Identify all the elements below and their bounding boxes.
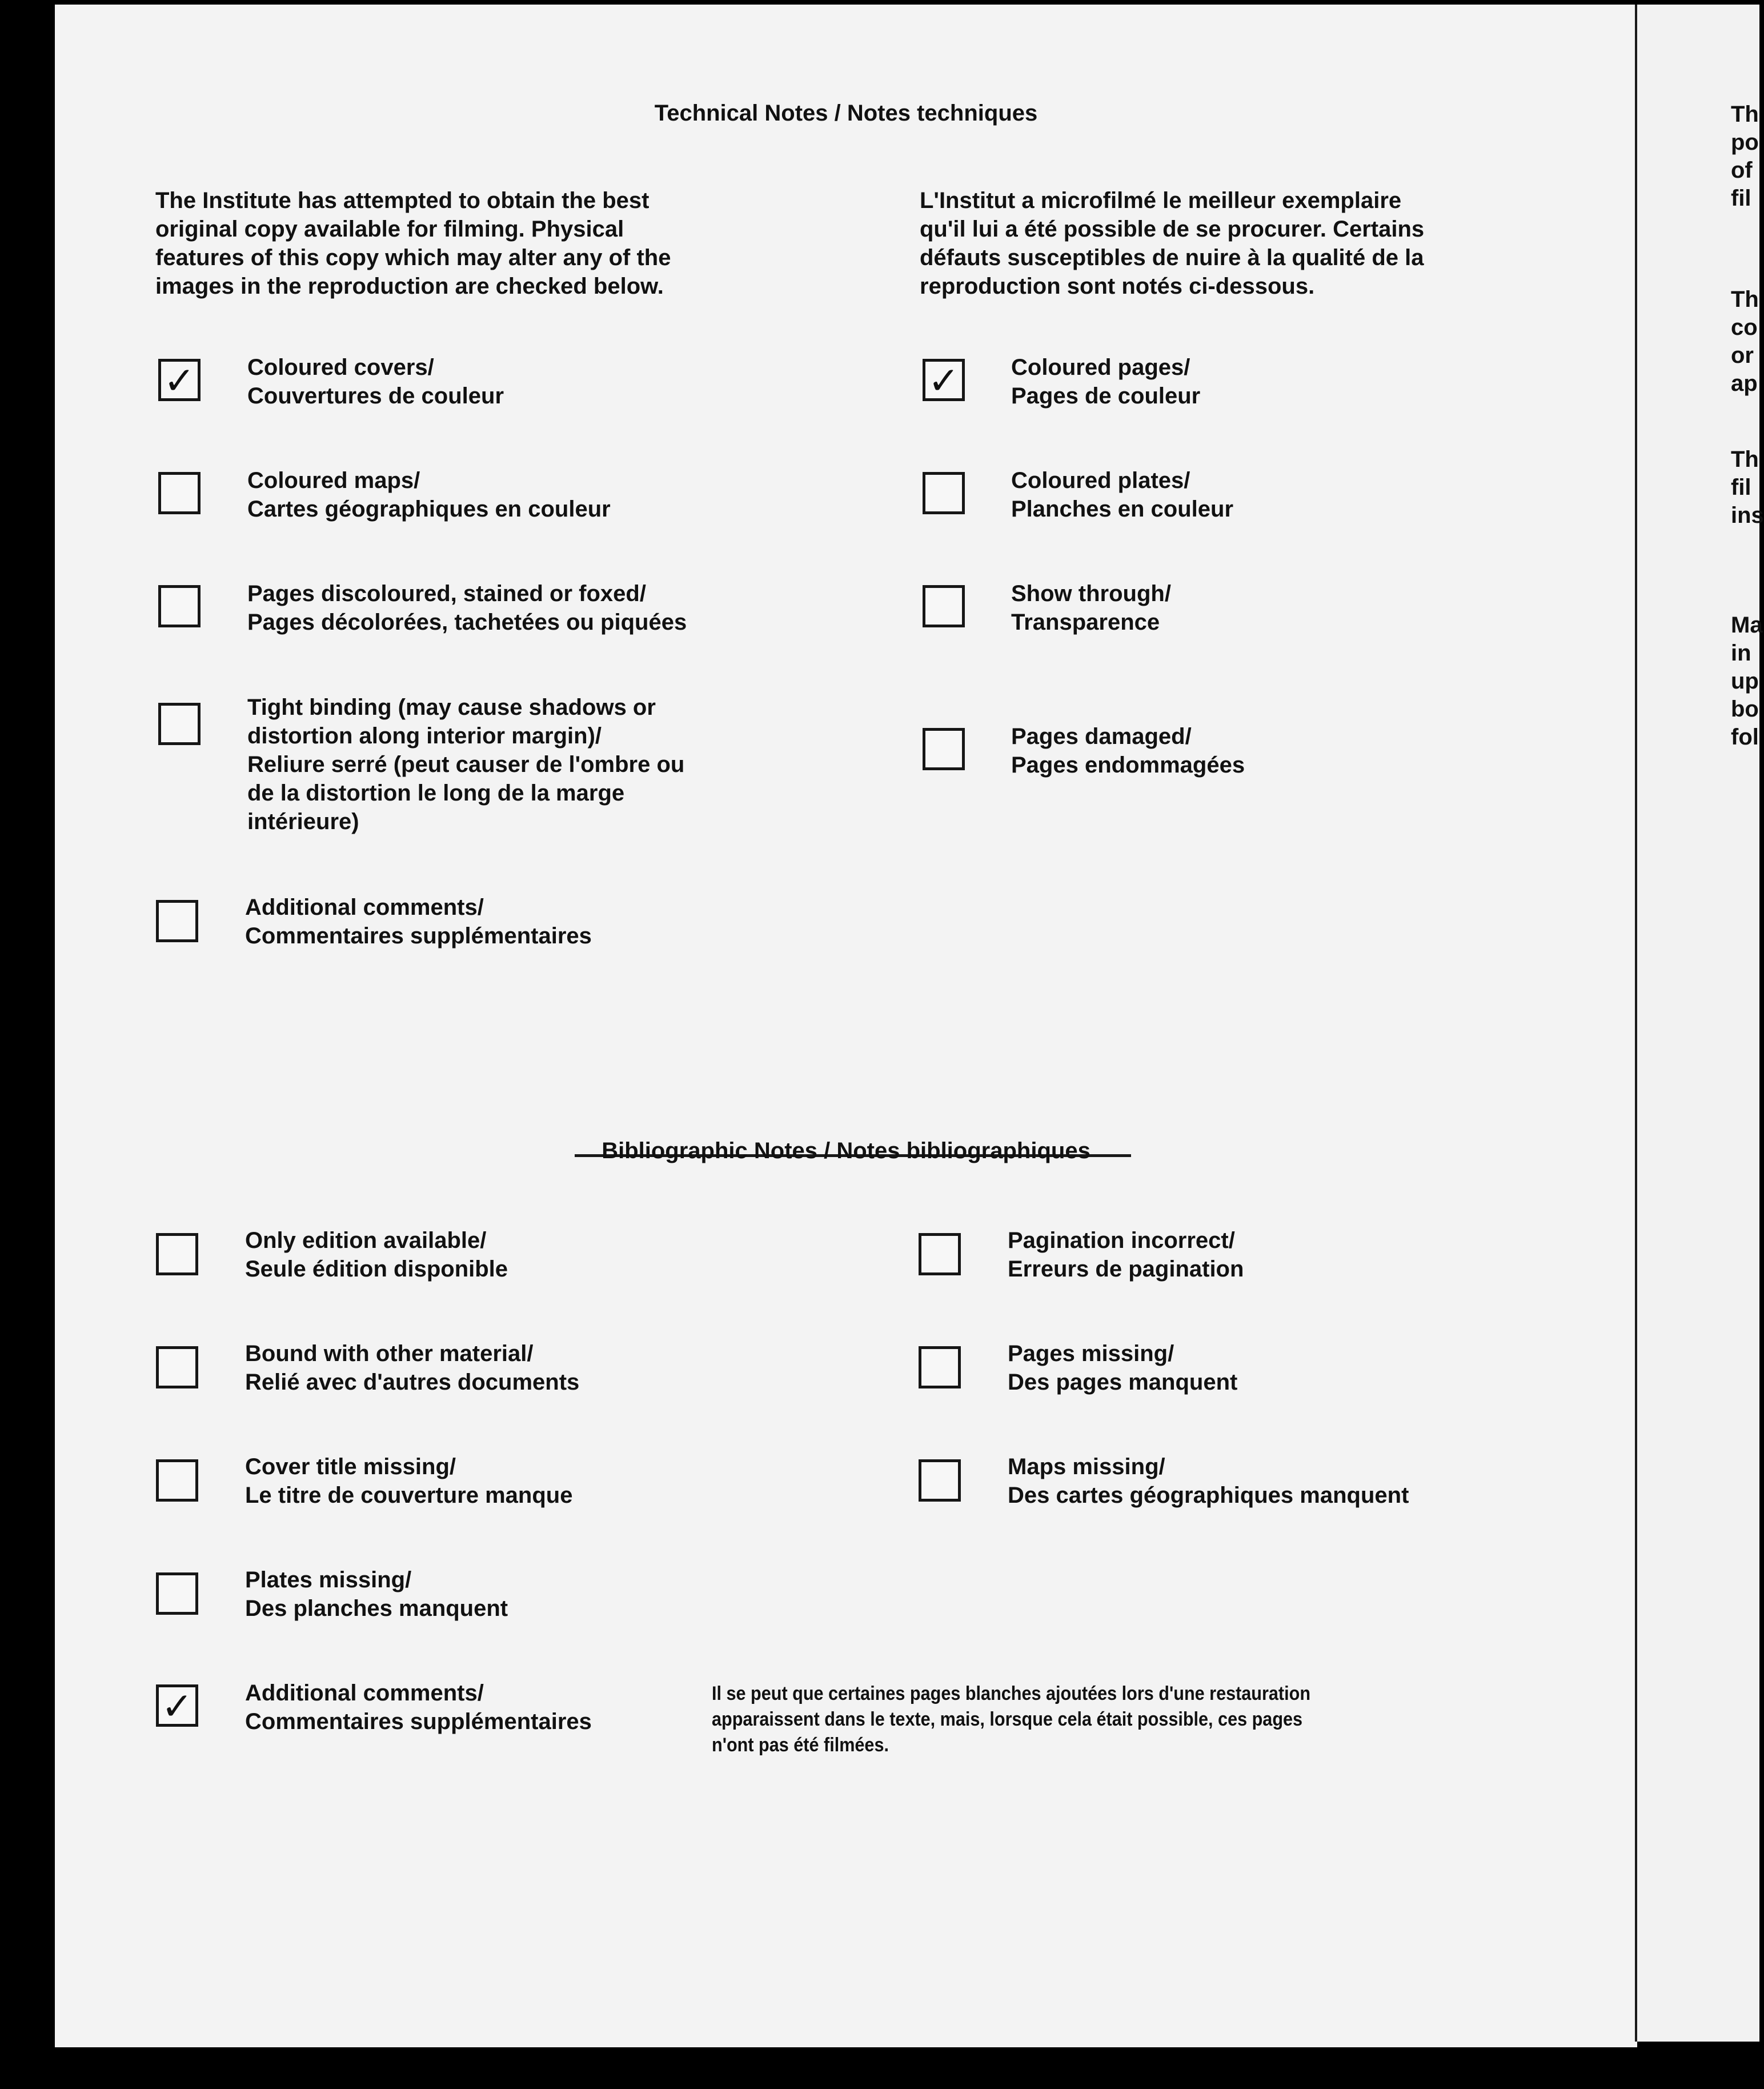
coloured-maps-checkbox[interactable]	[158, 472, 201, 514]
only-edition-checkbox[interactable]	[156, 1233, 198, 1275]
show-through-label: Show through/ Transparence	[1011, 581, 1171, 635]
pages-discoloured-label: Pages discoloured, stained or foxed/ Pages décolorées, tachetées ou piquées	[247, 581, 687, 635]
coloured-plates-checkbox[interactable]	[923, 472, 965, 514]
fragment-block-4: Ma in up bo fol	[1731, 613, 1763, 750]
adjacent-page-fragment	[1635, 5, 1764, 2042]
pages-missing-checkbox[interactable]	[919, 1346, 961, 1388]
checkmark-icon: ✓	[161, 1684, 193, 1728]
pages-damaged-label: Pages damaged/ Pages endommagées	[1011, 724, 1245, 778]
tight-binding-checkbox[interactable]	[158, 703, 201, 745]
pages-missing-label: Pages missing/ Des pages manquent	[1008, 1341, 1238, 1395]
checkmark-icon: ✓	[163, 359, 195, 403]
coloured-covers-checkbox[interactable]	[158, 359, 201, 401]
technical-notes-title: Technical Notes / Notes techniques	[654, 101, 1038, 126]
plates-missing-label: Plates missing/ Des planches manquent	[245, 1567, 508, 1621]
coloured-maps-label: Coloured maps/ Cartes géographiques en couleur	[247, 468, 611, 522]
maps-missing-checkbox[interactable]	[919, 1459, 961, 1502]
pagination-incorrect-checkbox[interactable]	[919, 1233, 961, 1275]
coloured-pages-checkbox[interactable]	[923, 359, 965, 401]
technical-intro-french: L'Institut a microfilmé le meilleur exemplaire qu'il lui a été possible de se procurer. Certains défauts susceptibles de nuire à la qualité de la reproduction sont notés ci-dessous.	[920, 188, 1425, 299]
notes-page	[55, 5, 1637, 2047]
additional-comment-text: Il se peut que certaines pages blanches ajoutées lors d'une restauration apparaissent dans le texte, mais, lorsque cela était possible, ces pages n'ont pas été filmées.	[712, 1683, 1311, 1756]
coloured-pages-label: Coloured pages/ Pages de couleur	[1011, 355, 1201, 409]
tight-binding-label: Tight binding (may cause shadows or distortion along interior margin)/ Reliure serré (peut causer de l'ombre ou de la distortion le long de la marge intérieure)	[247, 695, 685, 834]
maps-missing-label: Maps missing/ Des cartes géographiques manquent	[1008, 1454, 1409, 1508]
coloured-covers-label: Coloured covers/ Couvertures de couleur	[247, 355, 504, 409]
fragment-block-1: Th po of fil	[1731, 102, 1759, 211]
fragment-block-3: Th fil ins	[1731, 447, 1764, 528]
only-edition-label: Only edition available/ Seule édition disponible	[245, 1228, 508, 1282]
bound-with-label: Bound with other material/ Relié avec d'autres documents	[245, 1341, 580, 1395]
bibliographic-additional-comments-label: Additional comments/ Commentaires supplémentaires	[245, 1680, 592, 1734]
pagination-incorrect-label: Pagination incorrect/ Erreurs de pagination	[1008, 1228, 1244, 1282]
pages-discoloured-checkbox[interactable]	[158, 585, 201, 627]
technical-additional-comments-checkbox[interactable]	[156, 900, 198, 942]
bibliographic-additional-comments-checkbox[interactable]	[156, 1684, 198, 1727]
bound-with-checkbox[interactable]	[156, 1346, 198, 1388]
technical-intro-english: The Institute has attempted to obtain the best original copy available for filming. Physical features of this copy which may alter any of the images in the reproduction are checked below.	[155, 188, 671, 299]
checkmark-icon: ✓	[928, 359, 960, 403]
coloured-plates-label: Coloured plates/ Planches en couleur	[1011, 468, 1234, 522]
technical-additional-comments-label: Additional comments/ Commentaires supplémentaires	[245, 895, 592, 949]
bibliographic-notes-title: Bibliographic Notes / Notes bibliographiques	[602, 1138, 1091, 1163]
cover-title-missing-label: Cover title missing/ Le titre de couverture manque	[245, 1454, 573, 1508]
plates-missing-checkbox[interactable]	[156, 1572, 198, 1615]
show-through-checkbox[interactable]	[923, 585, 965, 627]
pages-damaged-checkbox[interactable]	[923, 728, 965, 770]
cover-title-missing-checkbox[interactable]	[156, 1459, 198, 1502]
fragment-block-2: Th co or ap	[1731, 287, 1759, 396]
